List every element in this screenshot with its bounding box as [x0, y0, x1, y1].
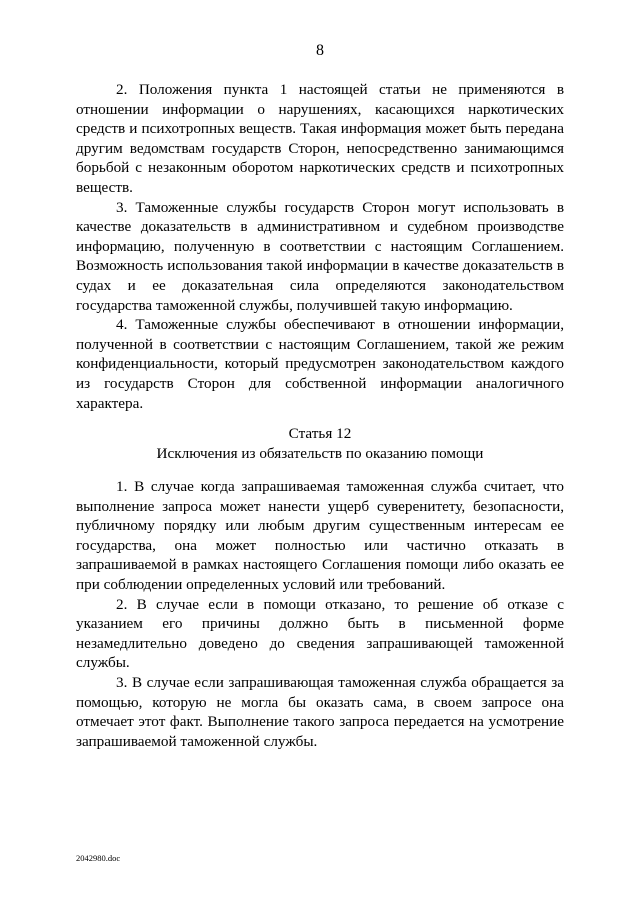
article-12-body — [76, 477, 564, 751]
paragraph: 4. Таможенные службы обеспечивают в отношении информации, полученной в соответствии с настоящим Соглашением, такой же режим конфиденциальности, который предусмотрен законодательством каждого из государств Сторон для собственной информации аналогичного характера. — [76, 316, 564, 412]
article-heading — [76, 424, 564, 463]
article-title: Исключения из обязательств по оказанию помощи — [156, 444, 484, 462]
file-name-footer: 2042980.doc — [76, 853, 121, 863]
paragraph: 1. В случае когда запрашиваемая таможенная служба считает, что выполнение запроса может нанести ущерб суверенитету, безопасности, публичному порядку или любым другим существенным интересам ее государства, она может полностью или частично отказать в запрашиваемой в рамках настоящего Соглашения помощи либо оказать ее при соблюдении определенных условий или требований. — [76, 478, 564, 593]
article-label: Статья 12 — [288, 425, 352, 442]
paragraph: 2. В случае если в помощи отказано, то решение об отказе с указанием его причины должно быть в письменной форме незамедлительно доведено до сведения запрашивающей таможенной службы. — [76, 595, 564, 672]
article-11-continuation — [76, 80, 564, 413]
paragraph: 2. Положения пункта 1 настоящей статьи не применяются в отношении информации о нарушениях, касающихся наркотических средств и психотропных веществ. Такая информация может быть передана другим ведомствам государств Сторон, непосредственно занимающимся борьбой с незаконным оборотом наркотических средств и психотропных веществ. — [76, 81, 564, 196]
page-number: 8 — [316, 42, 324, 59]
paragraph: 3. Таможенные службы государств Сторон могут использовать в качестве доказательств в административном и судебном производстве информацию, полученную в соответствии с настоящим Соглашением. Возможность использования такой информации в качестве доказательств в судах и ее доказательная сила определяются законодательством государства таможенной службы, получившей такую информацию. — [76, 198, 564, 314]
paragraph: 3. В случае если запрашивающая таможенная служба обращается за помощью, которую не могла бы оказать сама, в своем запросе она отмечает этот факт. Выполнение такого запроса передается на усмотрение запрашиваемой таможенной службы. — [76, 673, 564, 750]
